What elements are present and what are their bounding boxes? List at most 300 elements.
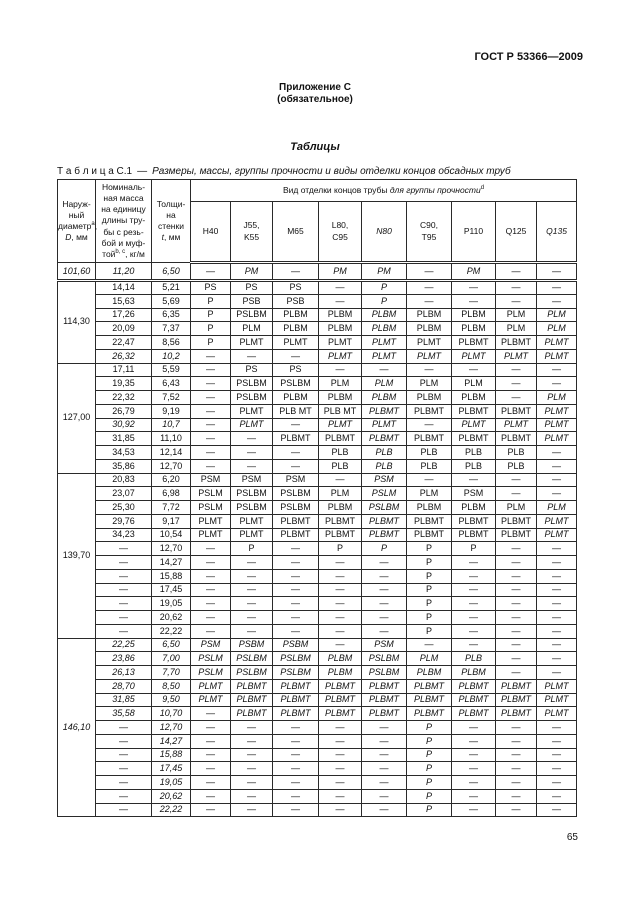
table-caption-label: Т а б л и ц а С.1 xyxy=(57,166,133,177)
cell-finish-c90-t95: P xyxy=(407,542,452,556)
cell-finish-c90-t95: PLM xyxy=(407,377,452,391)
cell-finish-q125: — xyxy=(496,762,537,776)
cell-finish-n80: — xyxy=(362,734,407,748)
cell-finish-c90-t95: P xyxy=(407,762,452,776)
cell-wall-thickness: 22,22 xyxy=(152,624,191,638)
cell-finish-p110: — xyxy=(452,638,496,652)
cell-finish-l80-c95: — xyxy=(319,776,362,790)
cell-finish-j55-k55: PSLBM xyxy=(231,391,273,405)
cell-finish-l80-c95: PLBM xyxy=(319,501,362,515)
header-text: D xyxy=(65,232,72,243)
cell-finish-q135: — xyxy=(537,652,577,666)
header-text: ный xyxy=(68,209,85,220)
cell-nominal-mass: — xyxy=(96,748,152,762)
cell-nominal-mass: — xyxy=(96,556,152,570)
cell-finish-m65: — xyxy=(273,542,319,556)
cell-finish-n80: — xyxy=(362,762,407,776)
cell-finish-l80-c95: PM xyxy=(319,263,362,281)
appendix-heading xyxy=(0,82,630,106)
cell-wall-thickness: 11,10 xyxy=(152,432,191,446)
cell-wall-thickness: 8,50 xyxy=(152,679,191,693)
cell-finish-p110: — xyxy=(452,762,496,776)
cell-finish-h40: — xyxy=(191,363,231,377)
grade-label: N80 xyxy=(376,225,392,236)
cell-finish-n80: PLM xyxy=(362,377,407,391)
header-text: Толщи- xyxy=(156,198,186,209)
cell-finish-q135: — xyxy=(537,459,577,473)
cell-finish-m65: PLBM xyxy=(273,391,319,405)
cell-finish-m65: — xyxy=(273,418,319,432)
cell-finish-j55-k55: — xyxy=(231,803,273,817)
header-line xyxy=(96,182,151,193)
header-text: , мм xyxy=(71,232,88,243)
cell-finish-h40: PLMT xyxy=(191,514,231,528)
cell-finish-c90-t95: PLBMT xyxy=(407,528,452,542)
cell-finish-m65: PLBMT xyxy=(273,528,319,542)
cell-finish-q135: PLM xyxy=(537,308,577,322)
cell-finish-q135: PLMT xyxy=(537,432,577,446)
table-row xyxy=(58,556,577,570)
cell-finish-q135: — xyxy=(537,294,577,308)
cell-finish-p110: PLB xyxy=(452,446,496,460)
cell-finish-q125: — xyxy=(496,624,537,638)
cell-finish-j55-k55: — xyxy=(231,583,273,597)
cell-finish-l80-c95: PLMT xyxy=(319,418,362,432)
cell-finish-m65: PSLBM xyxy=(273,487,319,501)
cell-finish-q125: PLMT xyxy=(496,349,537,363)
cell-finish-n80: PLMT xyxy=(362,418,407,432)
cell-finish-n80: — xyxy=(362,597,407,611)
cell-finish-m65: — xyxy=(273,263,319,281)
cell-finish-q135: — xyxy=(537,611,577,625)
cell-wall-thickness: 17,45 xyxy=(152,583,191,597)
cell-finish-h40: — xyxy=(191,263,231,281)
cell-finish-l80-c95: — xyxy=(319,556,362,570)
cell-wall-thickness: 10,7 xyxy=(152,418,191,432)
cell-nominal-mass: 20,83 xyxy=(96,473,152,487)
cell-nominal-mass: 31,85 xyxy=(96,432,152,446)
cell-finish-h40: — xyxy=(191,583,231,597)
cell-finish-l80-c95: — xyxy=(319,473,362,487)
col-header-grade-q135 xyxy=(537,202,577,263)
cell-finish-j55-k55: PLBMT xyxy=(231,693,273,707)
cell-finish-m65: PSLBM xyxy=(273,377,319,391)
cell-finish-q125: — xyxy=(496,652,537,666)
cell-finish-l80-c95: PLBMT xyxy=(319,432,362,446)
cell-finish-q135: PLM xyxy=(537,322,577,336)
cell-finish-l80-c95: — xyxy=(319,583,362,597)
cell-finish-c90-t95: — xyxy=(407,363,452,377)
cell-finish-h40: PS xyxy=(191,281,231,295)
col-header-grade-l80-c95 xyxy=(319,202,362,263)
col-header-grade-p110 xyxy=(452,202,496,263)
cell-finish-p110: — xyxy=(452,734,496,748)
cell-finish-p110: — xyxy=(452,363,496,377)
cell-finish-j55-k55: PLMT xyxy=(231,528,273,542)
cell-finish-c90-t95: — xyxy=(407,281,452,295)
cell-finish-h40: — xyxy=(191,762,231,776)
cell-wall-thickness: 7,70 xyxy=(152,666,191,680)
cell-finish-m65: PLBMT xyxy=(273,693,319,707)
cell-finish-n80: PLBM xyxy=(362,391,407,405)
cell-nominal-mass: 29,76 xyxy=(96,514,152,528)
cell-finish-m65: — xyxy=(273,583,319,597)
table-row xyxy=(58,569,577,583)
cell-finish-m65: PLBMT xyxy=(273,432,319,446)
cell-finish-p110: — xyxy=(452,624,496,638)
table-row xyxy=(58,583,577,597)
cell-finish-q125: PLBMT xyxy=(496,514,537,528)
cell-finish-n80: — xyxy=(362,789,407,803)
cell-finish-m65: PS xyxy=(273,363,319,377)
cell-finish-n80: — xyxy=(362,776,407,790)
cell-wall-thickness: 22,22 xyxy=(152,803,191,817)
grade-label: Q125 xyxy=(505,225,527,236)
table-row xyxy=(58,721,577,735)
cell-finish-l80-c95: — xyxy=(319,294,362,308)
cell-finish-h40: — xyxy=(191,597,231,611)
table-row xyxy=(58,776,577,790)
cell-finish-q125: PLBMT xyxy=(496,707,537,721)
cell-finish-h40: PLMT xyxy=(191,693,231,707)
cell-finish-n80: PSM xyxy=(362,473,407,487)
cell-finish-h40: PLMT xyxy=(191,528,231,542)
cell-finish-q135: — xyxy=(537,721,577,735)
cell-finish-p110: PLBM xyxy=(452,666,496,680)
cell-wall-thickness: 7,52 xyxy=(152,391,191,405)
cell-nominal-mass: — xyxy=(96,776,152,790)
cell-finish-j55-k55: PSLBM xyxy=(231,308,273,322)
cell-finish-l80-c95: PLM xyxy=(319,487,362,501)
col-header-grade-m65 xyxy=(273,202,319,263)
cell-finish-j55-k55: PLMT xyxy=(231,404,273,418)
cell-finish-q135: PLMT xyxy=(537,679,577,693)
table-row xyxy=(58,487,577,501)
cell-finish-q125: — xyxy=(496,556,537,570)
cell-finish-m65: — xyxy=(273,349,319,363)
cell-finish-c90-t95: P xyxy=(407,583,452,597)
cell-nominal-mass: — xyxy=(96,624,152,638)
cell-finish-j55-k55: PLMT xyxy=(231,418,273,432)
table-row xyxy=(58,679,577,693)
cell-finish-j55-k55: — xyxy=(231,569,273,583)
cell-finish-m65: PLBM xyxy=(273,322,319,336)
cell-finish-c90-t95: P xyxy=(407,748,452,762)
header-text: t xyxy=(161,232,164,243)
cell-finish-m65: PLBMT xyxy=(273,679,319,693)
cell-finish-p110: — xyxy=(452,597,496,611)
table-row xyxy=(58,666,577,680)
cell-finish-j55-k55: PLMT xyxy=(231,514,273,528)
cell-finish-q125: — xyxy=(496,789,537,803)
cell-finish-p110: PSM xyxy=(452,487,496,501)
grade-label: H40 xyxy=(202,225,219,236)
cell-wall-thickness: 12,70 xyxy=(152,459,191,473)
grade-label: C90, xyxy=(420,220,438,231)
cell-finish-j55-k55: PSLBM xyxy=(231,487,273,501)
cell-finish-h40: — xyxy=(191,349,231,363)
col-header-wall-thickness xyxy=(152,180,191,263)
cell-finish-m65: PS xyxy=(273,281,319,295)
cell-finish-h40: — xyxy=(191,432,231,446)
cell-finish-m65: — xyxy=(273,748,319,762)
cell-finish-q125: — xyxy=(496,666,537,680)
table-row xyxy=(58,418,577,432)
cell-finish-j55-k55: PSM xyxy=(231,473,273,487)
cell-finish-c90-t95: PLB xyxy=(407,459,452,473)
cell-nominal-mass: 22,25 xyxy=(96,638,152,652)
cell-finish-q125: PLBMT xyxy=(496,528,537,542)
table-row xyxy=(58,597,577,611)
cell-finish-j55-k55: PSBM xyxy=(231,638,273,652)
table-row xyxy=(58,263,577,281)
cell-finish-c90-t95: PLBMT xyxy=(407,679,452,693)
cell-finish-p110: PLMT xyxy=(452,349,496,363)
cell-finish-c90-t95: P xyxy=(407,597,452,611)
cell-finish-m65: — xyxy=(273,569,319,583)
cell-finish-q135: — xyxy=(537,638,577,652)
cell-finish-j55-k55: P xyxy=(231,542,273,556)
cell-outer-diameter: 139,70 xyxy=(58,473,96,638)
cell-finish-c90-t95: — xyxy=(407,418,452,432)
cell-finish-h40: — xyxy=(191,569,231,583)
cell-wall-thickness: 19,05 xyxy=(152,597,191,611)
cell-finish-q135: — xyxy=(537,263,577,281)
cell-finish-j55-k55: PSLBM xyxy=(231,666,273,680)
cell-finish-p110: PLBMT xyxy=(452,336,496,350)
cell-finish-n80: PLBMT xyxy=(362,432,407,446)
cell-finish-n80: PLBMT xyxy=(362,707,407,721)
cell-nominal-mass: 11,20 xyxy=(96,263,152,281)
cell-finish-h40: PSM xyxy=(191,638,231,652)
header-text: на единицу xyxy=(101,204,146,215)
cell-finish-p110: PLBMT xyxy=(452,528,496,542)
cell-finish-p110: — xyxy=(452,611,496,625)
cell-finish-c90-t95: PLBM xyxy=(407,666,452,680)
cell-nominal-mass: 15,63 xyxy=(96,294,152,308)
cell-finish-n80: PSLM xyxy=(362,487,407,501)
cell-finish-c90-t95: PLBMT xyxy=(407,693,452,707)
header-text: , мм xyxy=(163,232,181,243)
cell-finish-c90-t95: PLM xyxy=(407,652,452,666)
table-row xyxy=(58,432,577,446)
header-text: для группы прочности xyxy=(389,184,481,195)
cell-finish-j55-k55: PLBMT xyxy=(231,679,273,693)
grade-label: K55 xyxy=(243,231,260,242)
cell-finish-q135: PLMT xyxy=(537,693,577,707)
standard-designation: ГОСТ Р 53366—2009 xyxy=(474,51,583,63)
table-row xyxy=(58,336,577,350)
cell-finish-q125: — xyxy=(496,377,537,391)
cell-wall-thickness: 6,50 xyxy=(152,638,191,652)
cell-finish-h40: — xyxy=(191,418,231,432)
cell-nominal-mass: 17,11 xyxy=(96,363,152,377)
table-row xyxy=(58,322,577,336)
table-row xyxy=(58,528,577,542)
cell-finish-c90-t95: P xyxy=(407,789,452,803)
cell-nominal-mass: 31,85 xyxy=(96,693,152,707)
cell-finish-q125: — xyxy=(496,487,537,501)
cell-finish-m65: — xyxy=(273,776,319,790)
header-row xyxy=(58,180,577,202)
cell-finish-n80: — xyxy=(362,569,407,583)
cell-finish-q135: PLMT xyxy=(537,528,577,542)
cell-finish-m65: — xyxy=(273,624,319,638)
table-row xyxy=(58,446,577,460)
cell-wall-thickness: 6,43 xyxy=(152,377,191,391)
cell-finish-p110: PLBMT xyxy=(452,432,496,446)
cell-finish-p110: PM xyxy=(452,263,496,281)
cell-finish-j55-k55: — xyxy=(231,624,273,638)
cell-finish-l80-c95: — xyxy=(319,734,362,748)
cell-finish-h40: PSLM xyxy=(191,666,231,680)
cell-finish-c90-t95: PLBM xyxy=(407,322,452,336)
cell-finish-n80: — xyxy=(362,556,407,570)
cell-finish-n80: PLB xyxy=(362,446,407,460)
cell-finish-j55-k55: PLBMT xyxy=(231,707,273,721)
cell-finish-j55-k55: — xyxy=(231,349,273,363)
cell-finish-q125: — xyxy=(496,776,537,790)
cell-finish-c90-t95: PLBMT xyxy=(407,404,452,418)
cell-wall-thickness: 15,88 xyxy=(152,748,191,762)
cell-finish-q125: — xyxy=(496,281,537,295)
cell-finish-c90-t95: P xyxy=(407,611,452,625)
cell-finish-c90-t95: P xyxy=(407,721,452,735)
cell-finish-p110: PLBM xyxy=(452,308,496,322)
cell-finish-q125: — xyxy=(496,748,537,762)
cell-finish-l80-c95: PLB MT xyxy=(319,404,362,418)
table-caption-dash: — xyxy=(137,166,148,177)
cell-finish-n80: PSLBM xyxy=(362,652,407,666)
cell-finish-h40: — xyxy=(191,377,231,391)
cell-wall-thickness: 6,20 xyxy=(152,473,191,487)
cell-finish-c90-t95: PLMT xyxy=(407,336,452,350)
cell-finish-h40: — xyxy=(191,542,231,556)
table-row xyxy=(58,762,577,776)
cell-finish-q125: — xyxy=(496,391,537,405)
cell-finish-c90-t95: — xyxy=(407,473,452,487)
cell-finish-l80-c95: — xyxy=(319,569,362,583)
header-line xyxy=(58,199,95,210)
cell-finish-p110: PLB xyxy=(452,459,496,473)
cell-wall-thickness: 10,54 xyxy=(152,528,191,542)
cell-finish-q125: PLB xyxy=(496,446,537,460)
cell-wall-thickness: 14,27 xyxy=(152,556,191,570)
cell-finish-c90-t95: P xyxy=(407,624,452,638)
cell-finish-q125: — xyxy=(496,294,537,308)
cell-finish-m65: PLMT xyxy=(273,336,319,350)
cell-nominal-mass: 22,47 xyxy=(96,336,152,350)
header-text: на xyxy=(166,209,176,220)
table-row xyxy=(58,363,577,377)
cell-finish-m65: — xyxy=(273,789,319,803)
cell-finish-c90-t95: — xyxy=(407,263,452,281)
cell-finish-q135: — xyxy=(537,446,577,460)
cell-finish-m65: PLBMT xyxy=(273,707,319,721)
cell-finish-h40: PLMT xyxy=(191,679,231,693)
cell-finish-p110: — xyxy=(452,583,496,597)
cell-finish-l80-c95: PLBM xyxy=(319,322,362,336)
cell-finish-p110: — xyxy=(452,776,496,790)
cell-wall-thickness: 9,17 xyxy=(152,514,191,528)
cell-finish-q125: PLBMT xyxy=(496,693,537,707)
cell-finish-l80-c95: PLBM xyxy=(319,666,362,680)
col-header-grade-q125 xyxy=(496,202,537,263)
table-row xyxy=(58,789,577,803)
cell-finish-p110: PLBMT xyxy=(452,514,496,528)
cell-finish-m65: — xyxy=(273,459,319,473)
cell-finish-p110: — xyxy=(452,281,496,295)
header-line xyxy=(96,227,151,238)
cell-nominal-mass: 35,86 xyxy=(96,459,152,473)
cell-finish-q135: PLM xyxy=(537,501,577,515)
cell-finish-l80-c95: PLMT xyxy=(319,336,362,350)
header-line xyxy=(96,215,151,226)
cell-finish-m65: PSLBM xyxy=(273,652,319,666)
cell-finish-c90-t95: P xyxy=(407,776,452,790)
cell-finish-q125: PLM xyxy=(496,308,537,322)
header-text: бы с резь- xyxy=(103,226,144,237)
cell-finish-q135: — xyxy=(537,597,577,611)
cell-wall-thickness: 10,70 xyxy=(152,707,191,721)
cell-finish-q135: — xyxy=(537,624,577,638)
cell-finish-h40: — xyxy=(191,707,231,721)
cell-finish-c90-t95: PLM xyxy=(407,487,452,501)
cell-finish-j55-k55: — xyxy=(231,611,273,625)
cell-outer-diameter: 127,00 xyxy=(58,363,96,473)
cell-wall-thickness: 7,00 xyxy=(152,652,191,666)
cell-finish-q125: PLBMT xyxy=(496,679,537,693)
cell-finish-l80-c95: PLB xyxy=(319,446,362,460)
cell-finish-m65: PLB MT xyxy=(273,404,319,418)
cell-finish-q135: — xyxy=(537,748,577,762)
cell-finish-p110: PLBMT xyxy=(452,404,496,418)
table-row xyxy=(58,391,577,405)
header-text: стенки xyxy=(158,221,184,231)
cell-finish-p110: PLBM xyxy=(452,501,496,515)
header-line xyxy=(96,238,151,249)
grade-label: P110 xyxy=(463,225,484,236)
cell-nominal-mass: — xyxy=(96,803,152,817)
cell-finish-j55-k55: PSLBM xyxy=(231,501,273,515)
cell-finish-j55-k55: PSLBM xyxy=(231,652,273,666)
cell-finish-q125: — xyxy=(496,363,537,377)
table-row xyxy=(58,803,577,817)
col-header-grade-j55-k55 xyxy=(231,202,273,263)
cell-wall-thickness: 5,21 xyxy=(152,281,191,295)
header-text: диаметр xyxy=(58,221,92,231)
cell-finish-m65: — xyxy=(273,762,319,776)
appendix-title: Приложение С xyxy=(279,82,351,93)
cell-wall-thickness: 15,88 xyxy=(152,569,191,583)
cell-finish-q125: PLM xyxy=(496,322,537,336)
cell-finish-j55-k55: PSB xyxy=(231,294,273,308)
cell-wall-thickness: 6,50 xyxy=(152,263,191,281)
footnote-mark: b, c xyxy=(115,249,126,255)
cell-finish-p110: — xyxy=(452,803,496,817)
cell-finish-j55-k55: — xyxy=(231,597,273,611)
cell-finish-q135: — xyxy=(537,789,577,803)
cell-nominal-mass: 35,58 xyxy=(96,707,152,721)
cell-nominal-mass: — xyxy=(96,721,152,735)
col-header-grade-h40 xyxy=(191,202,231,263)
header-text: , кг/м xyxy=(125,249,145,259)
cell-finish-h40: — xyxy=(191,721,231,735)
cell-finish-p110: — xyxy=(452,294,496,308)
cell-finish-n80: — xyxy=(362,611,407,625)
cell-finish-h40: — xyxy=(191,748,231,762)
cell-finish-p110: P xyxy=(452,542,496,556)
